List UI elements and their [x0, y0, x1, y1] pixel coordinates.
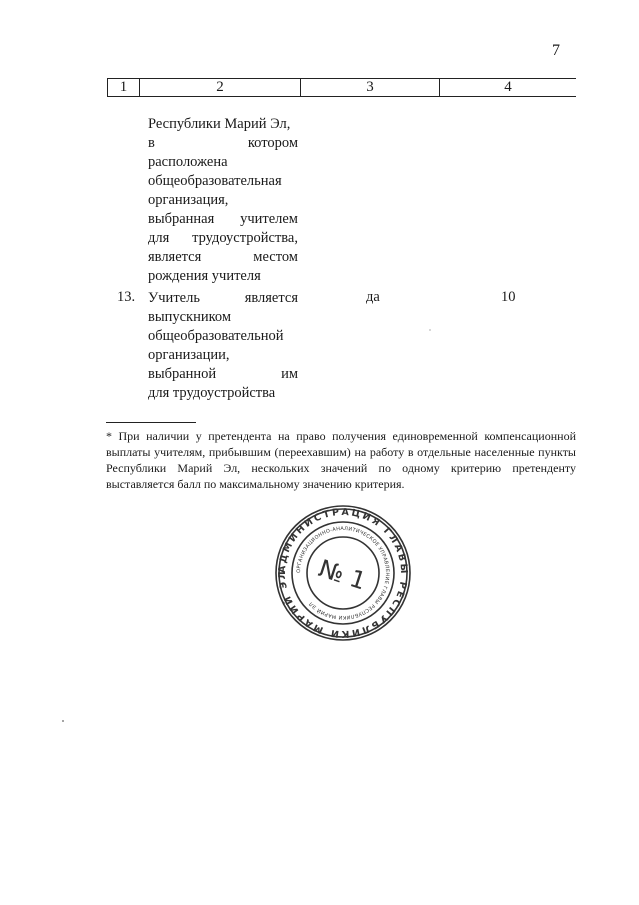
text-line — [148, 248, 298, 267]
page-number: 7 — [552, 42, 560, 59]
text-line — [148, 210, 298, 229]
text-word: является — [244, 290, 298, 306]
row-points: 10 — [501, 289, 516, 305]
text-line: выпускником — [148, 309, 232, 325]
scan-speck — [62, 720, 64, 722]
text-word: выбранной — [148, 366, 217, 382]
text-word: является — [148, 249, 202, 265]
text-word: им — [281, 366, 298, 382]
text-line: организации, — [148, 347, 230, 363]
text-line — [148, 365, 298, 384]
text-word: для — [148, 230, 170, 246]
text-line — [148, 229, 298, 248]
text-line: общеобразовательной — [148, 328, 284, 344]
text-word: учителем — [240, 211, 298, 227]
text-word: Учитель — [148, 290, 200, 306]
table-header-col-2: 2 — [140, 79, 301, 96]
text-line: общеобразовательная — [148, 173, 282, 189]
table-header-col-4: 4 — [504, 79, 512, 95]
official-seal — [273, 503, 413, 643]
text-word: трудоустройства, — [192, 230, 298, 246]
text-line — [148, 134, 298, 153]
text-word: в — [148, 135, 155, 151]
text-line: Республики Марий Эл, — [148, 116, 291, 132]
scan-speck — [429, 329, 431, 331]
text-word: выбранная — [148, 211, 215, 227]
seal-outer-text: АДМИНИСТРАЦИЯ ГЛАВЫ РЕСПУБЛИКИ МАРИЙ ЭЛ — [276, 506, 410, 640]
text-line: для трудоустройства — [148, 385, 276, 401]
text-word: котором — [247, 135, 298, 151]
row-number: 13. — [117, 289, 136, 305]
table-header-col-1: 1 — [108, 79, 140, 96]
text-line: организация, — [148, 192, 229, 208]
table-header-row — [107, 78, 576, 97]
text-line — [148, 289, 298, 308]
text-line: рождения учителя — [148, 268, 261, 284]
row-answer: да — [366, 289, 380, 305]
seal-center-number: № 1 — [315, 554, 370, 596]
text-line: расположена — [148, 154, 228, 170]
continued-criterion-text — [148, 115, 298, 286]
footnote-text: * При наличии у претендента на право получения единовременной компенсационной выплаты учителям, прибывшим (переехавшим) на работу в отдельные населенные пункты Республики Марий Эл, нескольких значений по одному критерию претенденту выставляется балл по максимальному значению критерия. — [106, 429, 576, 491]
footnote-separator — [106, 422, 196, 423]
table-header-col-3: 3 — [301, 79, 440, 96]
row-criterion-text — [148, 289, 298, 403]
text-word: местом — [253, 249, 298, 265]
seal-inner-text: ОРГАНИЗАЦИОННО-АНАЛИТИЧЕСКОЕ УПРАВЛЕНИЕ ГЛАВЫ РЕСПУБЛИКИ МАРИЙ ЭЛ — [295, 525, 391, 621]
